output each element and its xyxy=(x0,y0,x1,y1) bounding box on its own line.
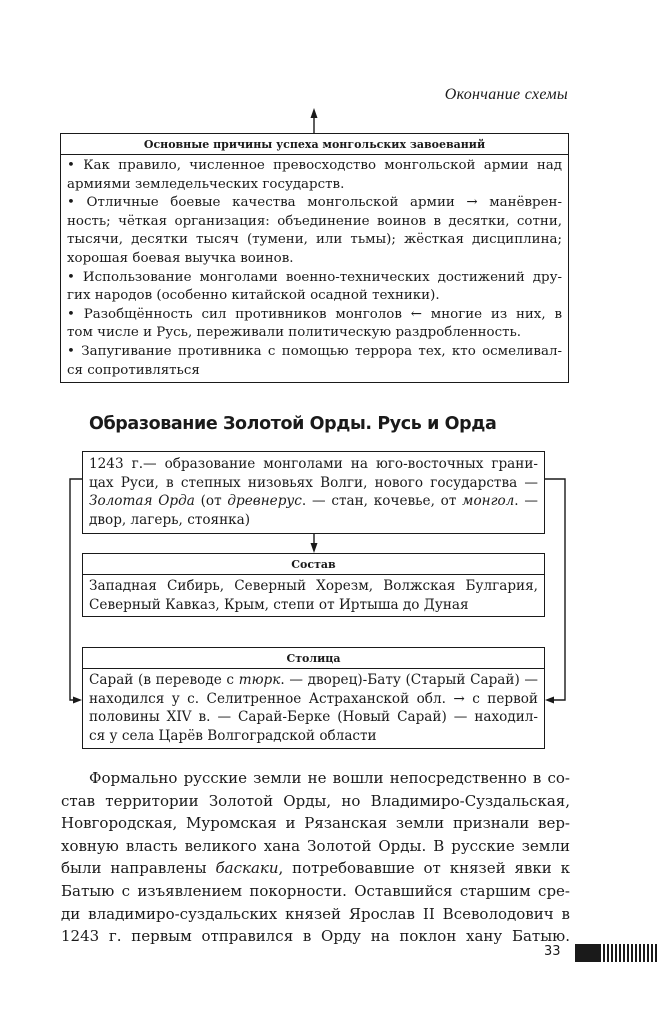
origin-box xyxy=(82,451,545,534)
paragraph-line xyxy=(61,857,570,880)
reasons-line: ся сопротивляться xyxy=(67,362,200,378)
page-number: 33 xyxy=(544,944,561,959)
origin-text: (от xyxy=(194,493,228,510)
reasons-box xyxy=(60,133,569,383)
right-connector xyxy=(545,479,565,700)
reasons-line: • Как правило, численное превосходство монгольской армии над xyxy=(67,158,562,173)
capital-text: . — дворец)-Бату (Старый Сарай) — xyxy=(280,672,538,688)
origin-text: . — стан, кочевье, от xyxy=(301,493,463,510)
paragraph-line: став территории Золотой Орды, но Владимиро-Суздальская, xyxy=(61,791,570,810)
origin-line: двор, лагерь, стоянка) xyxy=(89,512,251,529)
paragraph-line: ховную власть великого хана Золотой Орды. В русские земли xyxy=(61,836,570,855)
section-title: Образование Золотой Орды. Русь и Орда xyxy=(89,414,497,434)
paragraph-line: Формально русские земли не вошли непосредственно в со- xyxy=(89,769,570,787)
paragraph-line: 1243 г. первым отправился в Орду на поклон хану Батыю. xyxy=(61,927,570,946)
reasons-line: • Отличные боевые качества монгольской армии → манёврен- xyxy=(67,195,562,211)
origin-line: цах Руси, в степных низовьях Волги, нового государства — xyxy=(89,474,538,491)
composition-box-title: Состав xyxy=(83,554,544,575)
body-paragraph xyxy=(61,767,570,948)
reasons-box-title: Основные причины успеха монгольских завоеваний xyxy=(61,134,568,155)
paragraph-line: Батыю с изъявлением покорности. Оставшийся старшим сре- xyxy=(61,881,570,900)
origin-text: . — xyxy=(514,493,538,510)
origin-term: Золотая Орда xyxy=(89,493,195,510)
scheme-caption: Окончание схемы xyxy=(444,86,568,103)
composition-line: Западная Сибирь, Северный Хорезм, Волжская Булгария, xyxy=(89,578,538,594)
paragraph-text: были направлены xyxy=(61,859,216,878)
paragraph-term: баскаки xyxy=(215,859,279,878)
left-connector-head xyxy=(73,697,82,704)
capital-text: Сарай (в переводе с xyxy=(89,672,239,688)
reasons-line: • Использование монголами военно-технических достижений дру- xyxy=(67,269,562,285)
capital-line: находился у с. Селитренное Астраханской обл. → с первой xyxy=(89,690,538,707)
reasons-line: • Запугивание противника с помощью террора тех, кто осмеливал- xyxy=(67,343,562,359)
reasons-line: • Разобщённость сил противников монголов ← многие из них, в xyxy=(67,306,562,322)
paragraph-line: Новгородская, Муромская и Рязанская земли признали вер- xyxy=(61,814,570,833)
origin-abbr: древнерус xyxy=(227,493,302,510)
reasons-line: армиями земледельческих государств. xyxy=(67,176,345,192)
right-connector-head xyxy=(545,697,554,704)
capital-line xyxy=(89,671,538,690)
up-arrow-head xyxy=(311,108,318,118)
capital-abbr: тюрк xyxy=(238,672,281,688)
paragraph-text: , потребовавшие от князей явки к xyxy=(278,859,570,878)
reasons-line: гих народов (особенно китайской осадной техники). xyxy=(67,288,440,304)
origin-abbr: монгол xyxy=(462,493,515,510)
origin-line xyxy=(89,492,538,511)
left-connector xyxy=(70,479,82,700)
reasons-line: хорошая боевая выучка воинов. xyxy=(67,250,294,266)
reasons-line: тысячи, десятки тысяч (тумени, или тьмы); жёсткая дисциплина; xyxy=(67,232,562,248)
capital-box xyxy=(82,647,545,749)
origin-line: 1243 г.— образование монголами на юго-восточных грани- xyxy=(89,456,538,472)
capital-line: ся у села Царёв Волгоградской области xyxy=(89,728,377,745)
composition-box-body xyxy=(83,575,544,616)
page-tab-stripes-icon xyxy=(575,944,660,962)
reasons-line: том числе и Русь, переживали политическую раздробленность. xyxy=(67,325,522,341)
composition-line: Северный Кавказ, Крым, степи от Иртыша до Дуная xyxy=(89,596,469,613)
paragraph-line: ди владимиро-суздальских князей Ярослав II Всеволодович в xyxy=(61,904,570,923)
capital-box-title: Столица xyxy=(83,648,544,669)
down-arrow-head xyxy=(311,543,318,553)
capital-box-body xyxy=(83,669,544,748)
reasons-line: ность; чёткая организация: объединение воинов в десятки, сотни, xyxy=(67,213,562,229)
origin-box-body xyxy=(83,452,544,533)
composition-box xyxy=(82,553,545,617)
reasons-box-body xyxy=(61,155,568,382)
capital-line: половины XIV в. — Сарай-Берке (Новый Сарай) — находил- xyxy=(89,709,538,726)
